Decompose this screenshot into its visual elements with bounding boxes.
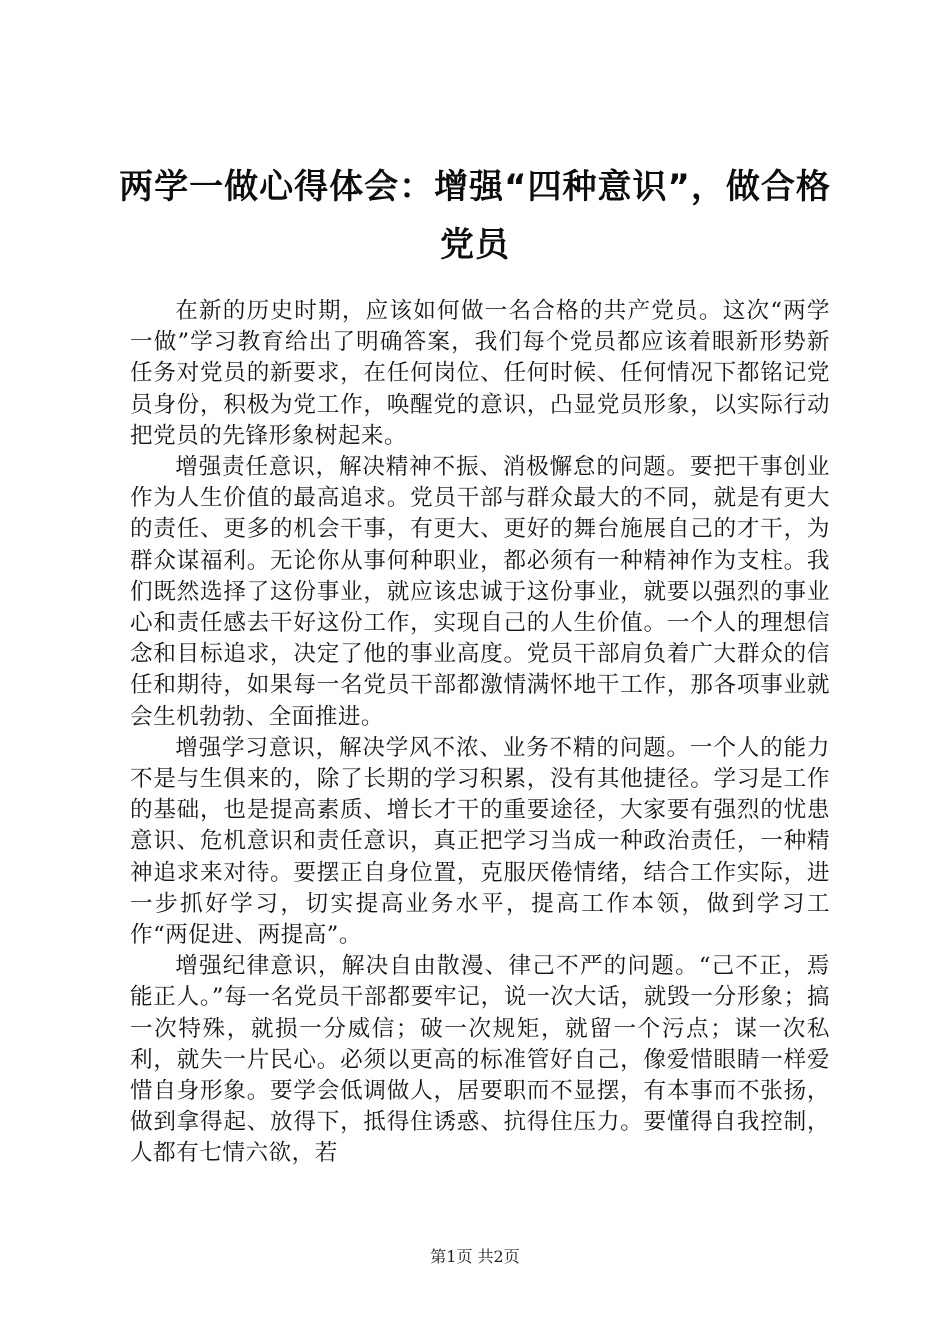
paragraph-discipline: 增强纪律意识，解决自由散漫、律己不严的问题。“己不正，焉能正人。”每一名党员干部都要牢记，说一次大话，就毁一分形象；搞一次特殊，就损一分威信；破一次规矩，就留一个污点；谋一次私利，就失一片民心。必须以更高的标准管好自己，像爱惜眼睛一样爱惜自身形象。要学会低调做人，居要职而不显摆，有本事而不张扬，做到拿得起、放得下，抵得住诱惑、抗得住压力。要懂得自我控制，人都有七情六欲，若 [130, 953, 830, 1167]
paragraph-intro: 在新的历史时期，应该如何做一名合格的共产党员。这次“两学一做”学习教育给出了明确答案，我们每个党员都应该着眼新形势新任务对党员的新要求，在任何岗位、任何时候、任何情况下都铭记党员身份，积极为党工作，唤醒党的意识，凸显党员形象，以实际行动把党员的先锋形象树起来。 [130, 298, 830, 449]
paragraph-learning: 增强学习意识，解决学风不浓、业务不精的问题。一个人的能力不是与生俱来的，除了长期的学习积累，没有其他捷径。学习是工作的基础，也是提高素质、增长才干的重要途径，大家要有强烈的忧患意识、危机意识和责任意识，真正把学习当成一种政治责任，一种精神追求来对待。要摆正自身位置，克服厌倦情绪，结合工作实际，进一步抓好学习，切实提高业务水平，提高工作本领，做到学习工作“两促进、两提高”。 [130, 734, 830, 949]
document-title: 两学一做心得体会：增强“四种意识”，做合格党员 [119, 167, 831, 265]
document-body [130, 296, 830, 1186]
page-number-footer: 第1页 共2页 [430, 1247, 520, 1266]
paragraph-responsibility: 增强责任意识，解决精神不振、消极懈怠的问题。要把干事创业作为人生价值的最高追求。党员干部与群众最大的不同，就是有更大的责任、更多的机会干事，有更大、更好的舞台施展自己的才干，为群众谋福利。无论你从事何种职业，都必须有一种精神作为支柱。我们既然选择了这份事业，就应该忠诚于这份事业，就要以强烈的事业心和责任感去干好这份工作，实现自己的人生价值。一个人的理想信念和目标追求，决定了他的事业高度。党员干部肩负着广大群众的信任和期待，如果每一名党员干部都激情满怀地干工作，那各项事业就会生机勃勃、全面推进。 [130, 454, 830, 730]
